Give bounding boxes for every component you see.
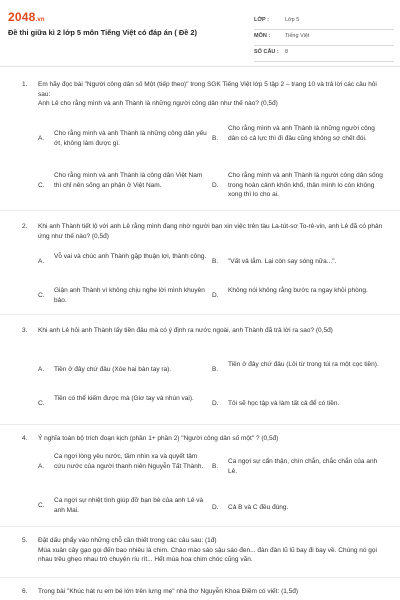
option-text: Vỗ vai và chúc anh Thành gặp thuận lợi, thành công. bbox=[54, 253, 207, 260]
question-number: 1. bbox=[22, 81, 28, 88]
question-number: 6. bbox=[22, 588, 28, 595]
meta-label: SỐ CÂU : bbox=[254, 49, 279, 55]
logo-sub: .vn bbox=[35, 17, 45, 23]
option-letter: C. bbox=[38, 182, 45, 189]
option-letter: D. bbox=[212, 292, 219, 299]
page-title: Đề thi giữa kì 2 lớp 5 môn Tiếng Việt có đáp án ( Đề 2) bbox=[8, 28, 197, 37]
question-text: Đặt dấu phẩy vào những chỗ cần thiết trong các câu sau: (1đ) bbox=[38, 537, 217, 544]
question-text: Trong bài "Khúc hát ru em bé lớn trên lưng mẹ" nhà thơ Nguyễn Khoa Điềm có viết: (1,5đ) bbox=[38, 588, 299, 595]
meta-row-subject bbox=[254, 30, 394, 46]
divider bbox=[0, 210, 400, 211]
meta-label: LỚP : bbox=[254, 17, 269, 23]
option-letter: C. bbox=[38, 400, 45, 407]
option-text: Tiền ở đây chứ đâu (Xòe hai bàn tay ra). bbox=[54, 366, 172, 373]
option-letter: A. bbox=[38, 258, 45, 265]
divider bbox=[0, 577, 400, 578]
option-text: Cả B và C đều đúng. bbox=[228, 504, 289, 511]
option-letter: A. bbox=[38, 463, 45, 470]
meta-value: Tiếng Việt bbox=[285, 33, 310, 39]
logo-main: 2048 bbox=[8, 10, 36, 24]
option-text: Không nói không rằng bước ra ngay khỏi phòng. bbox=[228, 287, 368, 294]
option-text: Tiền có thể kiếm được mà (Giơ tay và nhún vai). bbox=[54, 395, 194, 402]
question-number: 2. bbox=[22, 223, 28, 230]
divider bbox=[0, 66, 400, 67]
option-letter: D. bbox=[212, 504, 219, 511]
meta-value: Lớp 5 bbox=[285, 17, 300, 23]
option-letter: C. bbox=[38, 502, 45, 509]
question-number: 4. bbox=[22, 435, 28, 442]
option-letter: B. bbox=[212, 258, 219, 265]
divider bbox=[0, 424, 400, 425]
header bbox=[0, 0, 400, 62]
option-text: Giận anh Thành vì không chịu nghe lời mình khuyên bảo. bbox=[54, 287, 205, 304]
option-text: Cho rằng mình và anh Thành là những công dân yếu ớt, không làm được gì. bbox=[54, 130, 207, 147]
option-text: Tôi sẽ học tập và làm tất cả để có tiền. bbox=[228, 400, 340, 407]
option-text: "Vất vả lắm. Lại còn say sóng nữa...". bbox=[228, 258, 337, 265]
option-letter: C. bbox=[38, 292, 45, 299]
option-letter: B. bbox=[212, 135, 219, 142]
question-number: 3. bbox=[22, 327, 28, 334]
option-letter: A. bbox=[38, 135, 45, 142]
meta-row-grade bbox=[254, 14, 394, 30]
option-text: Ca ngợi lòng yêu nước, tầm nhìn xa và quyết tâm cứu nước của người thanh niên Nguyễn Tất Thành. bbox=[54, 453, 204, 470]
option-text: Ca ngợi sự cẩn thận, chín chắn, chắc chắn của anh Lê. bbox=[228, 458, 378, 475]
option-letter: A. bbox=[38, 366, 45, 373]
question-text: Em hãy đọc bài "Người công dân số Một (tiếp theo)" trong SGK Tiếng Việt lớp 5 tập 2 – trang 10 và trả lời các câu hỏi sau: bbox=[38, 81, 377, 98]
divider bbox=[0, 526, 400, 527]
meta-row-count bbox=[254, 46, 394, 62]
divider bbox=[0, 314, 400, 315]
option-text: Tiền ở đây chứ đâu (Lôi từ trong túi ra một cọc tiền). bbox=[228, 361, 379, 368]
exam-meta bbox=[254, 14, 394, 62]
option-text: Cho rằng mình và anh Thành là những người công dân có cả lực thì đi đâu cũng không sợ chết đói. bbox=[228, 125, 375, 142]
question-number: 5. bbox=[22, 537, 28, 544]
question-subtext: Anh Lê cho rằng mình và anh Thành là những người công dân như thế nào? (0,5đ) bbox=[38, 100, 278, 107]
question-text: Khi anh Thành tiết lộ với anh Lê rằng mình đang nhờ người bạn xin việc trên tàu La-tút-sơ To-rê-vin, anh Lê đã có phản ứng như thế nào? (0,5đ) bbox=[38, 223, 383, 240]
option-text: Cho rằng mình và anh Thành là công dân Việt Nam thì chỉ nên sống an phận ở Việt Nam. bbox=[54, 172, 203, 189]
meta-label: MÔN : bbox=[254, 33, 271, 39]
option-letter: B. bbox=[212, 463, 219, 470]
option-text: Cho rằng mình và anh Thành là người công dân sống trong hoàn cảnh khốn khổ, thân mình lo còn không xong thì lo cho ai. bbox=[228, 172, 383, 198]
option-letter: D. bbox=[212, 182, 219, 189]
question-subtext: Mùa xuân cây gạo gọi đến bao nhiêu là chim. Chào mào sáo sậu sáo đen... đàn đàn lũ lũ bay đi bay về. Chúng nó gọi nhau trêu ghẹo nhau trò chuyện ríu rít... Hết mùa hoa chim chóc cũng vãn. bbox=[38, 546, 377, 563]
meta-value: 8 bbox=[285, 49, 289, 55]
logo[interactable] bbox=[8, 10, 45, 24]
option-text: Ca ngợi sự nhiệt tình giúp đỡ bạn bè của anh Lê và anh Mai. bbox=[54, 497, 204, 514]
question-text: Ý nghĩa toàn bộ trích đoạn kịch (phần 1+ phần 2) "Người công dân số một" ? (0,5đ) bbox=[38, 435, 279, 442]
option-letter: D. bbox=[212, 400, 219, 407]
option-letter: B. bbox=[212, 366, 219, 373]
question-text: Khi anh Lê hỏi anh Thành lấy tiền đâu mà có ý định ra nước ngoài, anh Thành đã trả lời ra sao? (0,5đ) bbox=[38, 327, 333, 334]
